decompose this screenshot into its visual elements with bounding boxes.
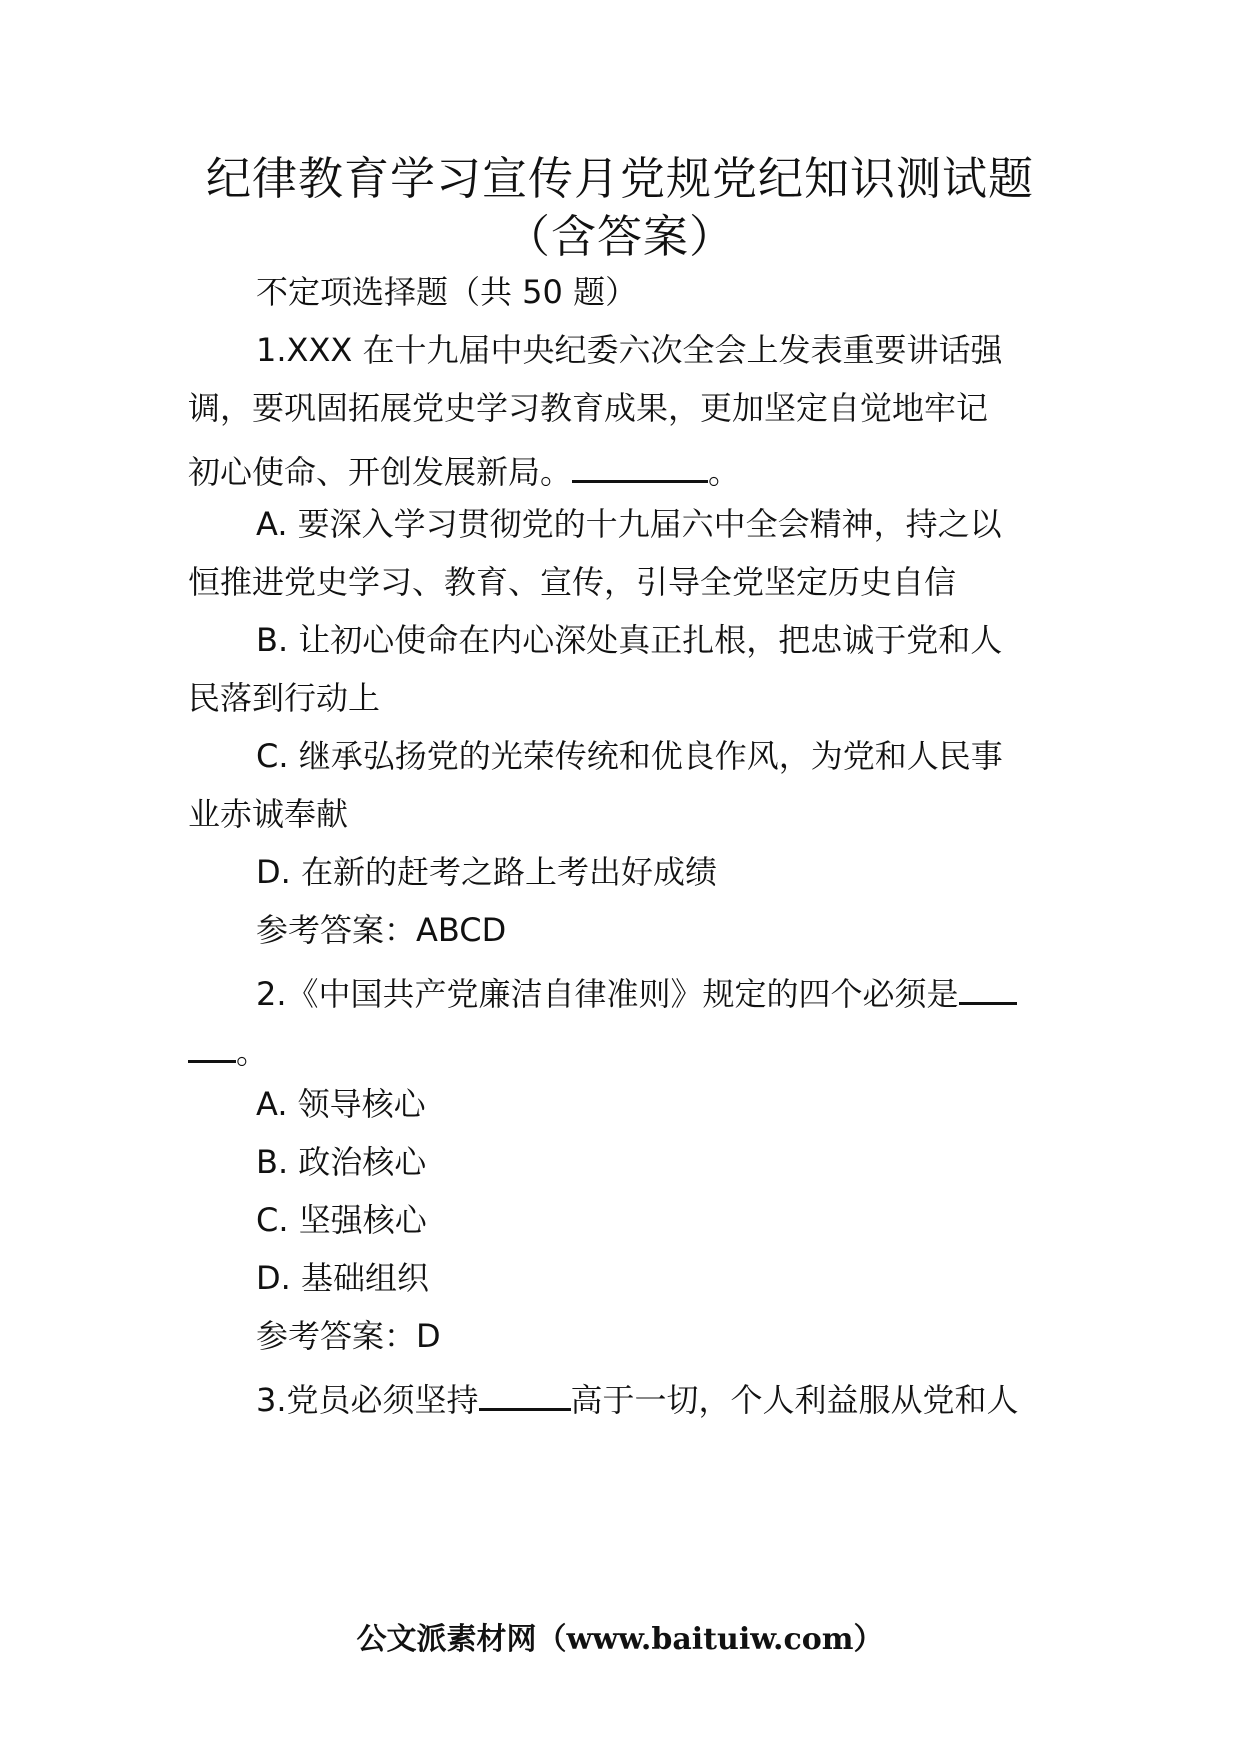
- question-2-stem-line-1: [256, 966, 1017, 1016]
- question-1-stem-line-2: 调，要巩固拓展党史学习教育成果，更加坚定自觉地牢记: [188, 389, 989, 427]
- question-1-stem-text: 初心使命、开创发展新局。: [188, 453, 573, 491]
- question-2-answer-blank-part-2: [188, 1024, 236, 1063]
- question-1-option-b-line-2: 民落到行动上: [188, 679, 381, 717]
- question-3-stem-line-1: [256, 1372, 1019, 1422]
- question-2-option-b: B. 政治核心: [256, 1143, 427, 1181]
- question-2-option-d: D. 基础组织: [256, 1259, 429, 1297]
- question-1-option-a-line-1: A. 要深入学习贯彻党的十九届六中全会精神，持之以: [256, 505, 1002, 543]
- question-1-option-b-line-1: B. 让初心使命在内心深处真正扎根，把忠诚于党和人: [256, 621, 1003, 659]
- question-1-stem-line-1: 1.XXX 在十九届中央纪委六次全会上发表重要讲话强: [256, 331, 1003, 369]
- question-1-stem-end: 。: [708, 453, 741, 491]
- question-1-stem-line-3: [188, 444, 740, 494]
- question-1-answer-blank: [572, 444, 708, 483]
- question-3-stem-part-2: 高于一切，个人利益服从党和人: [570, 1381, 1019, 1419]
- question-2-option-a: A. 领导核心: [256, 1085, 426, 1123]
- question-2-stem-line-2: [188, 1024, 268, 1074]
- question-1-option-d: D. 在新的赶考之路上考出好成绩: [256, 853, 717, 891]
- document-title-line-2: （含答案）: [504, 210, 735, 263]
- document-title-line-1: 纪律教育学习宣传月党规党纪知识测试题: [205, 152, 1034, 205]
- question-1-option-c-line-1: C. 继承弘扬党的光荣传统和优良作风，为党和人民事: [256, 737, 1003, 775]
- question-2-answer-blank-part-1: [959, 966, 1017, 1005]
- question-2-answer: 参考答案：D: [256, 1317, 441, 1355]
- question-3-stem-part-1: 3.党员必须坚持: [256, 1381, 479, 1419]
- question-2-option-c: C. 坚强核心: [256, 1201, 427, 1239]
- page-footer-watermark: 公文派素材网（www.baituiw.com）: [356, 1622, 884, 1657]
- section-heading: 不定项选择题（共 50 题）: [256, 273, 638, 311]
- question-1-option-a-line-2: 恒推进党史学习、教育、宣传，引导全党坚定历史自信: [188, 563, 957, 601]
- question-2-stem-end: 。: [236, 1033, 269, 1071]
- question-2-stem-text: 2.《中国共产党廉洁自律准则》规定的四个必须是: [256, 975, 959, 1013]
- question-3-answer-blank: [479, 1372, 571, 1411]
- question-1-option-c-line-2: 业赤诚奉献: [188, 795, 349, 833]
- question-1-answer: 参考答案：ABCD: [256, 911, 507, 949]
